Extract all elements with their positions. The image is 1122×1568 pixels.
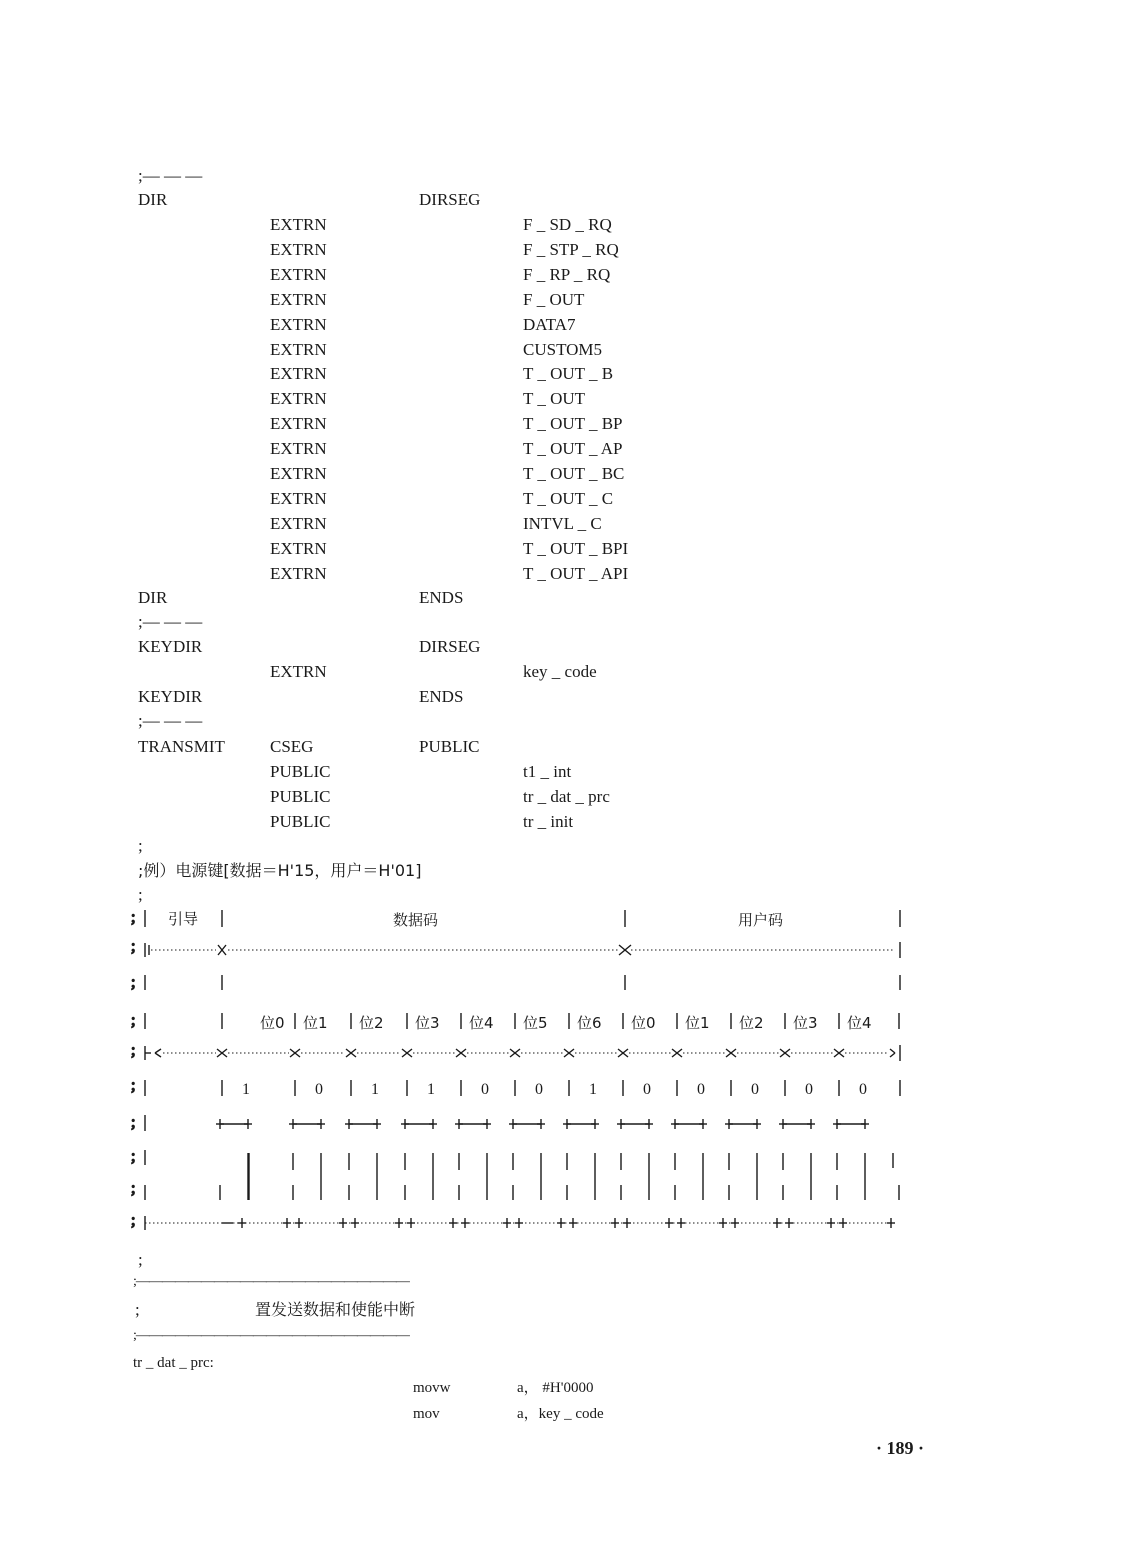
comment-semicolon: ; bbox=[131, 1114, 136, 1131]
extrn-symbol: T _ OUT bbox=[523, 389, 586, 409]
comment-semicolon: ; bbox=[131, 1042, 136, 1059]
segment-end-name: KEYDIR bbox=[138, 687, 203, 706]
extrn-symbol: T _ OUT _ BPI bbox=[523, 538, 629, 558]
segment-end-directive: ENDS bbox=[419, 687, 464, 706]
extrn-keyword: EXTRN bbox=[270, 289, 327, 309]
instruction-args: a， #H'0000 bbox=[517, 1380, 594, 1396]
extrn-symbol: CUSTOM5 bbox=[523, 339, 603, 359]
bit-value: 1 bbox=[242, 1081, 250, 1098]
extrn-symbol: F _ SD _ RQ bbox=[523, 215, 612, 234]
extrn-symbol: T _ OUT _ BP bbox=[523, 414, 623, 434]
bit-label: 位5 bbox=[523, 1014, 548, 1032]
bit-value: 0 bbox=[697, 1081, 705, 1098]
extrn-symbol: T _ OUT _ BC bbox=[523, 464, 625, 483]
lead-label: 引导 bbox=[168, 910, 199, 928]
section-rule: ;————————————————————— bbox=[133, 1328, 409, 1343]
extrn-keyword: EXTRN bbox=[270, 488, 327, 508]
segment-name: KEYDIR bbox=[138, 637, 203, 656]
bit-label: 位2 bbox=[739, 1014, 764, 1032]
bit-value: 1 bbox=[427, 1081, 435, 1098]
extrn-keyword: EXTRN bbox=[270, 414, 327, 434]
comment-semicolon: ; bbox=[131, 1180, 136, 1197]
extrn-symbol: F _ OUT bbox=[523, 289, 585, 309]
extrn-keyword: EXTRN bbox=[270, 239, 327, 259]
extrn-symbol: T _ OUT _ API bbox=[523, 563, 629, 583]
segment-directive: DIRSEG bbox=[419, 637, 481, 656]
comment-semicolon: ; bbox=[131, 1148, 136, 1165]
comment-semicolon: ; bbox=[131, 909, 136, 926]
separator-comment: ;— — — bbox=[138, 711, 203, 730]
bit-label: 位2 bbox=[359, 1014, 384, 1032]
extrn-symbol: F _ RP _ RQ bbox=[523, 264, 611, 284]
bit-label: 位1 bbox=[303, 1014, 328, 1032]
empty-comment: ; bbox=[138, 1250, 143, 1269]
code-label: tr _ dat _ prc: bbox=[133, 1355, 214, 1371]
bit-value: 0 bbox=[481, 1081, 489, 1098]
segment-end-directive: ENDS bbox=[419, 588, 464, 607]
bit-value: 0 bbox=[315, 1081, 323, 1098]
extrn-keyword: EXTRN bbox=[270, 215, 327, 234]
comment-semicolon: ; bbox=[131, 974, 136, 991]
extrn-symbol: key _ code bbox=[523, 662, 597, 681]
extrn-keyword: EXTRN bbox=[270, 662, 327, 681]
extrn-symbol: T _ OUT _ AP bbox=[523, 439, 623, 459]
extrn-keyword: EXTRN bbox=[270, 439, 327, 459]
empty-comment: ; bbox=[138, 885, 143, 904]
data-code-label: 数据码 bbox=[393, 911, 439, 929]
extrn-keyword: EXTRN bbox=[270, 389, 327, 409]
bit-label: 位4 bbox=[847, 1014, 872, 1032]
public-symbol: tr _ init bbox=[523, 812, 574, 831]
extrn-symbol: DATA7 bbox=[523, 314, 576, 334]
bit-value: 0 bbox=[751, 1081, 759, 1098]
segment-keyword: CSEG bbox=[270, 737, 314, 756]
bit-value: 0 bbox=[643, 1081, 651, 1098]
example-comment: ;例）电源键[数据＝H'15，用户＝H'01] bbox=[138, 861, 422, 880]
public-symbol: tr _ dat _ prc bbox=[523, 787, 610, 806]
extrn-keyword: EXTRN bbox=[270, 538, 327, 558]
bit-label: 位0 bbox=[260, 1014, 285, 1032]
public-symbol: t1 _ int bbox=[523, 762, 572, 781]
comment-semicolon: ; bbox=[131, 1077, 136, 1094]
instruction-op: movw bbox=[413, 1380, 451, 1396]
comment-semicolon: ; bbox=[131, 938, 136, 955]
extrn-symbol: T _ OUT _ B bbox=[523, 364, 614, 384]
extrn-keyword: EXTRN bbox=[270, 513, 327, 533]
comment-semicolon: ; bbox=[131, 1212, 136, 1229]
segment-directive: DIRSEG bbox=[419, 190, 481, 209]
extrn-keyword: EXTRN bbox=[270, 264, 327, 284]
bit-label: 位0 bbox=[631, 1014, 656, 1032]
separator-comment: ;— — — bbox=[138, 166, 203, 185]
extrn-keyword: EXTRN bbox=[270, 339, 327, 359]
ir-timing-diagram bbox=[125, 895, 915, 1245]
segment-name: DIR bbox=[138, 190, 168, 209]
user-code-label: 用户码 bbox=[738, 911, 784, 929]
segment-attr: PUBLIC bbox=[419, 737, 480, 756]
comment-semicolon: ; bbox=[131, 1012, 136, 1029]
bit-value: 1 bbox=[371, 1081, 379, 1098]
extrn-keyword: EXTRN bbox=[270, 314, 327, 334]
bit-value: 0 bbox=[805, 1081, 813, 1098]
instruction-args: a，key _ code bbox=[517, 1406, 604, 1422]
bit-value: 0 bbox=[535, 1081, 543, 1098]
instruction-op: mov bbox=[413, 1406, 440, 1422]
public-keyword: PUBLIC bbox=[270, 762, 331, 781]
bit-value: 1 bbox=[589, 1081, 597, 1098]
section-rule: ;————————————————————— bbox=[133, 1274, 409, 1289]
bit-label: 位1 bbox=[685, 1014, 710, 1032]
bit-label: 位4 bbox=[469, 1014, 494, 1032]
public-keyword: PUBLIC bbox=[270, 812, 331, 831]
extrn-keyword: EXTRN bbox=[270, 464, 327, 483]
segment-end-name: DIR bbox=[138, 588, 168, 607]
extrn-symbol: T _ OUT _ C bbox=[523, 488, 614, 508]
bit-value: 0 bbox=[859, 1081, 867, 1098]
extrn-symbol: INTVL _ C bbox=[523, 513, 602, 533]
extrn-symbol: F _ STP _ RQ bbox=[523, 239, 619, 259]
bit-label: 位3 bbox=[415, 1014, 440, 1032]
empty-comment: ; bbox=[138, 836, 143, 855]
public-keyword: PUBLIC bbox=[270, 787, 331, 806]
section-title-prefix: ; bbox=[135, 1300, 140, 1319]
bit-label: 位6 bbox=[577, 1014, 602, 1032]
bit-label: 位3 bbox=[793, 1014, 818, 1032]
segment-name: TRANSMIT bbox=[138, 737, 225, 756]
section-title: 置发送数据和使能中断 bbox=[255, 1300, 416, 1319]
extrn-keyword: EXTRN bbox=[270, 563, 327, 583]
separator-comment: ;— — — bbox=[138, 612, 203, 631]
page-number: · 189 · bbox=[876, 1438, 925, 1458]
extrn-keyword: EXTRN bbox=[270, 364, 327, 384]
